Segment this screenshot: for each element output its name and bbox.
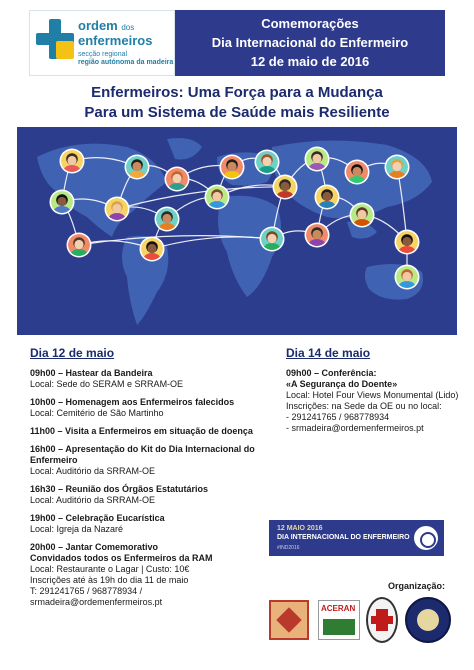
event-detail: Local: Igreja da Nazaré	[30, 524, 124, 534]
event-title: 09h00 – Conferência:	[286, 368, 377, 378]
event-subtitle: Convidados todos os Enfermeiros da RAM	[30, 553, 213, 563]
event-title: 16h00 – Apresentação do Kit do Dia Internacional do Enfermeiro	[30, 444, 255, 465]
event-detail: T: 291241765 / 968778934 /	[30, 586, 143, 596]
event-detail: Local: Cemitério de São Martinho	[30, 408, 164, 418]
header-line-1: Comemorações	[261, 16, 359, 31]
world-network-illustration	[17, 127, 457, 335]
red-cross-crest-logo	[366, 597, 398, 643]
schedule-event	[30, 444, 275, 477]
event-detail: Local: Hotel Four Views Monumental (Lido)	[286, 390, 459, 400]
main-subtitle: Para um Sistema de Saúde mais Resiliente	[84, 104, 390, 121]
event-title: 19h00 – Celebração Eucarística	[30, 513, 165, 523]
header-line-3: 12 de maio de 2016	[250, 54, 370, 69]
event-detail: Local: Restaurante o Lagar | Custo: 10€	[30, 564, 190, 574]
logo-subtitle: secção regional região autónoma da madeira	[78, 51, 174, 66]
day-14-heading: Dia 14 de maio	[286, 346, 371, 360]
day-12-schedule	[30, 346, 275, 615]
banner-hashtag: #IND2016	[277, 545, 300, 551]
cross-icon	[36, 19, 74, 59]
event-detail: - 291241765 / 968778934	[286, 412, 390, 422]
logo-title: ordem dos enfermeiros	[78, 18, 153, 48]
schedule-event	[30, 368, 275, 390]
aceran-logo-text: ACERAN	[321, 604, 356, 613]
header	[29, 10, 445, 76]
event-detail: srmadeira@ordemenfermeiros.pt	[30, 597, 163, 607]
ordem-enfermeiros-logo	[29, 10, 175, 76]
main-title: Enfermeiros: Uma Força para a Mudança	[91, 84, 383, 101]
icn-emblem-icon	[414, 526, 438, 550]
event-detail: - srmadeira@ordemenfermeiros.pt	[286, 423, 424, 433]
schedule-event	[30, 513, 275, 535]
schedule-event	[286, 368, 461, 434]
schedule-event	[30, 542, 275, 608]
banner-name: DIA INTERNACIONAL DO ENFERMEIRO	[277, 534, 410, 541]
event-title: 10h00 – Homenagem aos Enfermeiros falecidos	[30, 397, 235, 407]
event-detail: Local: Sede do SERAM e SRRAM-OE	[30, 379, 184, 389]
world-map	[17, 127, 457, 335]
event-detail: Local: Auditório da SRRAM-OE	[30, 466, 156, 476]
event-title: 20h00 – Jantar Comemorativo	[30, 542, 159, 552]
event-title: 09h00 – Hastear da Bandeira	[30, 368, 153, 378]
aceran-logo	[318, 600, 360, 640]
schedule-event	[30, 426, 275, 437]
event-title: 16h30 – Reunião dos Órgãos Estatutários	[30, 484, 209, 494]
schedule-event	[30, 484, 275, 506]
event-detail: Inscrições até às 19h do dia 11 de maio	[30, 575, 189, 585]
banner-date: 12 MAIO 2016	[277, 525, 323, 532]
schedule-event	[30, 397, 275, 419]
ind2016-banner	[269, 520, 444, 556]
event-subtitle: «A Segurança do Doente»	[286, 379, 398, 389]
event-title: 11h00 – Visita a Enfermeiros em situação de doença	[30, 426, 253, 436]
organizer-logo-1	[269, 600, 309, 640]
event-detail: Local: Auditório da SRRAM-OE	[30, 495, 156, 505]
ordem-enfermeiros-seal	[405, 597, 451, 643]
header-band	[175, 10, 445, 76]
header-line-2: Dia Internacional do Enfermeiro	[211, 35, 409, 50]
day-12-heading: Dia 12 de maio	[30, 346, 115, 360]
organizers-label: Organização:	[388, 581, 446, 591]
event-detail: Inscrições: na Sede da OE ou no local:	[286, 401, 442, 411]
day-14-schedule	[286, 346, 461, 441]
